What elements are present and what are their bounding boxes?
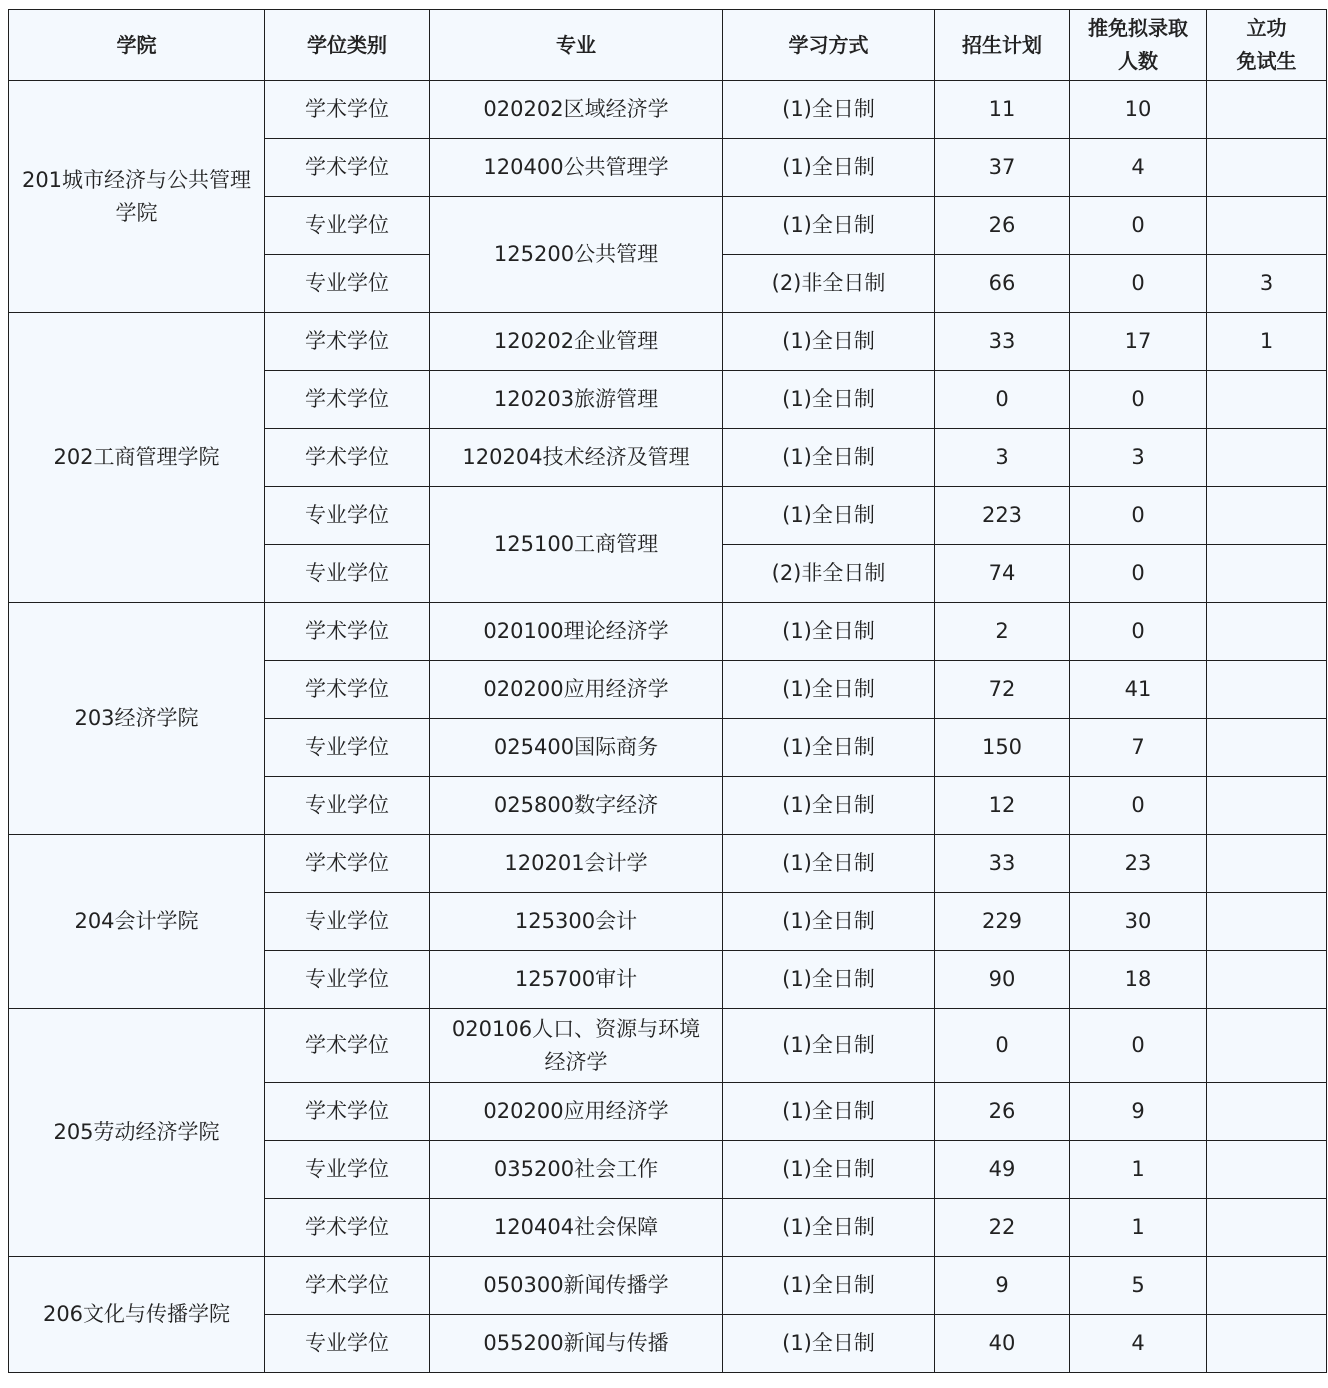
recommended-admits-cell: 0 (1070, 197, 1207, 255)
study-mode-cell: (1)全日制 (723, 197, 935, 255)
major-cell: 050300新闻传播学 (430, 1257, 723, 1315)
table-container (8, 9, 1327, 1373)
merit-exempt-cell (1207, 603, 1327, 661)
recommended-admits-cell: 30 (1070, 893, 1207, 951)
table-header (9, 10, 1327, 81)
major-cell: 120202企业管理 (430, 313, 723, 371)
table-row (9, 313, 1327, 371)
merit-exempt-cell (1207, 1009, 1327, 1083)
study-mode-cell: (1)全日制 (723, 661, 935, 719)
major-name-line: 经济学 (544, 1049, 608, 1074)
table-body (9, 81, 1327, 1373)
study-mode-cell: (1)全日制 (723, 893, 935, 951)
study-mode-cell: (1)全日制 (723, 1199, 935, 1257)
recommended-admits-cell: 1 (1070, 1141, 1207, 1199)
major-name-line: 020106人口、资源与环境 (451, 1016, 701, 1041)
recommended-admits-cell: 0 (1070, 487, 1207, 545)
major-cell: 120201会计学 (430, 835, 723, 893)
enrollment-plan-cell: 33 (935, 313, 1070, 371)
admission-plan-table (8, 9, 1327, 1373)
merit-exempt-cell (1207, 1257, 1327, 1315)
study-mode-cell: (1)全日制 (723, 1141, 935, 1199)
enrollment-plan-cell: 229 (935, 893, 1070, 951)
header-college: 学院 (9, 10, 265, 81)
degree-type-cell: 学术学位 (265, 81, 430, 139)
study-mode-cell: (1)全日制 (723, 371, 935, 429)
header-major: 专业 (430, 10, 723, 81)
study-mode-cell: (1)全日制 (723, 429, 935, 487)
enrollment-plan-cell: 26 (935, 197, 1070, 255)
degree-type-cell: 学术学位 (265, 661, 430, 719)
enrollment-plan-cell: 150 (935, 719, 1070, 777)
enrollment-plan-cell: 40 (935, 1315, 1070, 1373)
enrollment-plan-cell: 33 (935, 835, 1070, 893)
recommended-admits-cell: 0 (1070, 777, 1207, 835)
degree-type-cell: 学术学位 (265, 1009, 430, 1083)
college-name-line: 206文化与传播学院 (42, 1302, 231, 1326)
study-mode-cell: (1)全日制 (723, 1257, 935, 1315)
enrollment-plan-cell: 66 (935, 255, 1070, 313)
header-recommended-admits-line1: 推免拟录取 (1088, 16, 1188, 40)
recommended-admits-cell: 3 (1070, 429, 1207, 487)
recommended-admits-cell: 0 (1070, 603, 1207, 661)
college-name-line: 204会计学院 (74, 909, 199, 933)
degree-type-cell: 专业学位 (265, 777, 430, 835)
college-cell (9, 1009, 265, 1257)
college-cell (9, 1257, 265, 1373)
enrollment-plan-cell: 22 (935, 1199, 1070, 1257)
study-mode-cell: (1)全日制 (723, 777, 935, 835)
major-cell: 025800数字经济 (430, 777, 723, 835)
study-mode-cell: (2)非全日制 (723, 255, 935, 313)
merit-exempt-cell (1207, 951, 1327, 1009)
enrollment-plan-cell: 223 (935, 487, 1070, 545)
table-row (9, 1257, 1327, 1315)
merit-exempt-cell (1207, 545, 1327, 603)
degree-type-cell: 专业学位 (265, 893, 430, 951)
degree-type-cell: 学术学位 (265, 313, 430, 371)
header-recommended-admits (1070, 10, 1207, 81)
degree-type-cell: 专业学位 (265, 1141, 430, 1199)
recommended-admits-cell: 23 (1070, 835, 1207, 893)
study-mode-cell: (1)全日制 (723, 81, 935, 139)
college-cell (9, 81, 265, 313)
enrollment-plan-cell: 37 (935, 139, 1070, 197)
college-name-line: 201城市经济与公共管理 (21, 167, 252, 192)
enrollment-plan-cell: 72 (935, 661, 1070, 719)
study-mode-cell: (2)非全日制 (723, 545, 935, 603)
header-degree-type: 学位类别 (265, 10, 430, 81)
recommended-admits-cell: 18 (1070, 951, 1207, 1009)
enrollment-plan-cell: 11 (935, 81, 1070, 139)
enrollment-plan-cell: 3 (935, 429, 1070, 487)
degree-type-cell: 专业学位 (265, 1315, 430, 1373)
degree-type-cell: 专业学位 (265, 487, 430, 545)
major-cell: 055200新闻与传播 (430, 1315, 723, 1373)
college-name-line: 学院 (115, 200, 158, 225)
degree-type-cell: 学术学位 (265, 603, 430, 661)
enrollment-plan-cell: 90 (935, 951, 1070, 1009)
study-mode-cell: (1)全日制 (723, 603, 935, 661)
recommended-admits-cell: 41 (1070, 661, 1207, 719)
study-mode-cell: (1)全日制 (723, 951, 935, 1009)
header-recommended-admits-line2: 人数 (1118, 49, 1158, 73)
major-cell: 035200社会工作 (430, 1141, 723, 1199)
enrollment-plan-cell: 12 (935, 777, 1070, 835)
college-cell (9, 313, 265, 603)
major-cell: 020200应用经济学 (430, 1083, 723, 1141)
college-cell (9, 835, 265, 1009)
recommended-admits-cell: 10 (1070, 81, 1207, 139)
degree-type-cell: 专业学位 (265, 255, 430, 313)
recommended-admits-cell: 5 (1070, 1257, 1207, 1315)
table-row (9, 81, 1327, 139)
major-cell: 020200应用经济学 (430, 661, 723, 719)
recommended-admits-cell: 0 (1070, 255, 1207, 313)
merit-exempt-cell (1207, 429, 1327, 487)
merit-exempt-cell (1207, 197, 1327, 255)
header-row (9, 10, 1327, 81)
study-mode-cell: (1)全日制 (723, 1315, 935, 1373)
merit-exempt-cell (1207, 1083, 1327, 1141)
college-name-line: 203经济学院 (74, 706, 199, 730)
recommended-admits-cell: 4 (1070, 139, 1207, 197)
merit-exempt-cell (1207, 371, 1327, 429)
header-study-mode: 学习方式 (723, 10, 935, 81)
merit-exempt-cell (1207, 487, 1327, 545)
recommended-admits-cell: 0 (1070, 545, 1207, 603)
merit-exempt-cell (1207, 893, 1327, 951)
recommended-admits-cell: 4 (1070, 1315, 1207, 1373)
merit-exempt-cell (1207, 661, 1327, 719)
degree-type-cell: 学术学位 (265, 1199, 430, 1257)
header-merit-exempt-line2: 免试生 (1236, 49, 1297, 73)
recommended-admits-cell: 9 (1070, 1083, 1207, 1141)
degree-type-cell: 专业学位 (265, 719, 430, 777)
enrollment-plan-cell: 0 (935, 371, 1070, 429)
recommended-admits-cell: 0 (1070, 1009, 1207, 1083)
major-cell: 125300会计 (430, 893, 723, 951)
recommended-admits-cell: 1 (1070, 1199, 1207, 1257)
degree-type-cell: 学术学位 (265, 1257, 430, 1315)
enrollment-plan-cell: 9 (935, 1257, 1070, 1315)
major-cell: 120204技术经济及管理 (430, 429, 723, 487)
degree-type-cell: 学术学位 (265, 139, 430, 197)
major-cell: 025400国际商务 (430, 719, 723, 777)
merit-exempt-cell (1207, 1315, 1327, 1373)
study-mode-cell: (1)全日制 (723, 487, 935, 545)
degree-type-cell: 学术学位 (265, 371, 430, 429)
merit-exempt-cell (1207, 81, 1327, 139)
enrollment-plan-cell: 74 (935, 545, 1070, 603)
college-name-line: 202工商管理学院 (53, 445, 220, 469)
merit-exempt-cell (1207, 1141, 1327, 1199)
major-cell: 120404社会保障 (430, 1199, 723, 1257)
major-cell: 020202区域经济学 (430, 81, 723, 139)
enrollment-plan-cell: 26 (935, 1083, 1070, 1141)
header-merit-exempt-line1: 立功 (1246, 16, 1287, 40)
merit-exempt-cell: 3 (1207, 255, 1327, 313)
study-mode-cell: (1)全日制 (723, 835, 935, 893)
merit-exempt-cell (1207, 1199, 1327, 1257)
study-mode-cell: (1)全日制 (723, 313, 935, 371)
enrollment-plan-cell: 2 (935, 603, 1070, 661)
table-row (9, 835, 1327, 893)
major-cell: 020100理论经济学 (430, 603, 723, 661)
major-cell (430, 1009, 723, 1083)
degree-type-cell: 学术学位 (265, 1083, 430, 1141)
recommended-admits-cell: 0 (1070, 371, 1207, 429)
degree-type-cell: 学术学位 (265, 429, 430, 487)
recommended-admits-cell: 17 (1070, 313, 1207, 371)
degree-type-cell: 专业学位 (265, 197, 430, 255)
merit-exempt-cell (1207, 777, 1327, 835)
study-mode-cell: (1)全日制 (723, 719, 935, 777)
merit-exempt-cell: 1 (1207, 313, 1327, 371)
header-enrollment-plan: 招生计划 (935, 10, 1070, 81)
merit-exempt-cell (1207, 139, 1327, 197)
degree-type-cell: 专业学位 (265, 545, 430, 603)
major-cell: 125100工商管理 (430, 487, 723, 603)
major-cell: 125700审计 (430, 951, 723, 1009)
table-row (9, 603, 1327, 661)
table-row (9, 1009, 1327, 1083)
college-name-line: 205劳动经济学院 (53, 1120, 220, 1144)
major-cell: 125200公共管理 (430, 197, 723, 313)
major-cell: 120400公共管理学 (430, 139, 723, 197)
degree-type-cell: 学术学位 (265, 835, 430, 893)
merit-exempt-cell (1207, 835, 1327, 893)
merit-exempt-cell (1207, 719, 1327, 777)
study-mode-cell: (1)全日制 (723, 1009, 935, 1083)
recommended-admits-cell: 7 (1070, 719, 1207, 777)
study-mode-cell: (1)全日制 (723, 1083, 935, 1141)
enrollment-plan-cell: 0 (935, 1009, 1070, 1083)
enrollment-plan-cell: 49 (935, 1141, 1070, 1199)
degree-type-cell: 专业学位 (265, 951, 430, 1009)
college-cell (9, 603, 265, 835)
study-mode-cell: (1)全日制 (723, 139, 935, 197)
header-merit-exempt (1207, 10, 1327, 81)
major-cell: 120203旅游管理 (430, 371, 723, 429)
